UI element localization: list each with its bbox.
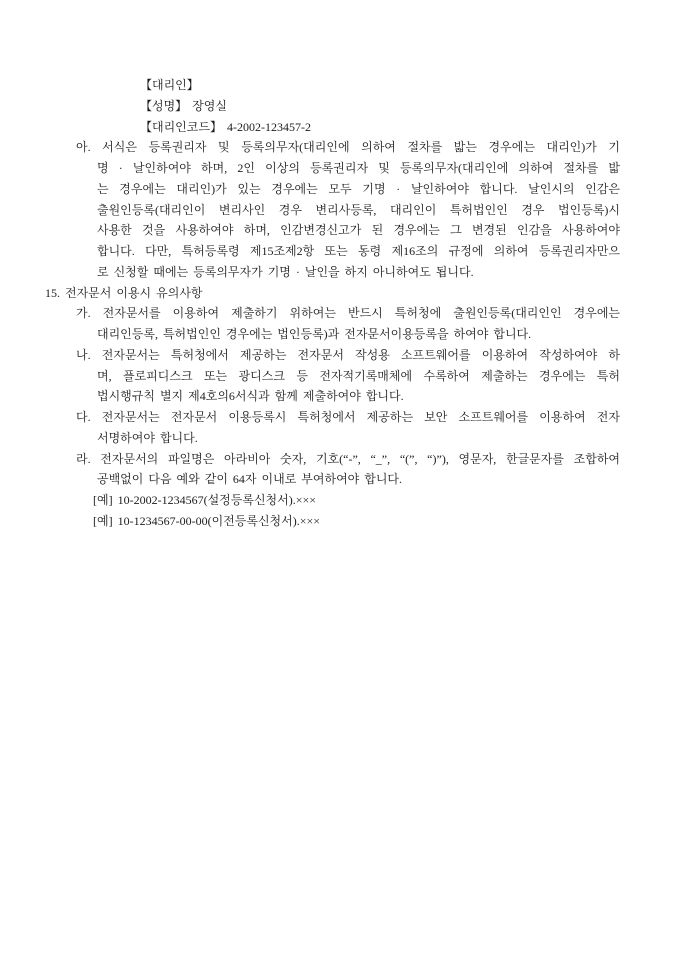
- item-text: 전자문서의 파일명은 아라비아 숫자, 기호(“-”, “_”, “(”, “)”), 영문자, 한글문자를 조합하여: [100, 451, 620, 466]
- field-label: 【성명】: [140, 98, 188, 113]
- item-text: 전자문서는 특허청에서 제공하는 전자문서 작성용 소프트웨어를 이용하여 작성하여야 하: [101, 347, 620, 362]
- agent-info-block: [140, 75, 680, 137]
- item-marker: 가.: [76, 306, 91, 321]
- field-label: 【대리인】: [140, 78, 199, 92]
- field-value: 장영실: [192, 98, 227, 113]
- text-line: 출원인등록(대리인이 변리사인 경우 변리사등록, 대리인이 특허법인인 경우 법인등록)시: [97, 202, 620, 217]
- document-content: [0, 75, 680, 532]
- item-marker: 다.: [76, 410, 91, 424]
- example-value: 10-1234567-00-00(이전등록신청서).×××: [117, 513, 321, 528]
- text-line: [45, 283, 680, 304]
- item-ah: [76, 137, 620, 282]
- item-text: 서식은 등록권리자 및 등록의무자(대리인에 의하여 절차를 밟는 경우에는 대리인)가 기: [102, 140, 620, 155]
- item-marker: 아.: [76, 140, 91, 155]
- text-line: 로 신청할 때에는 등록의무자가 기명 · 날인을 하지 아니하여도 됩니다.: [97, 264, 474, 279]
- field-label: 【대리인코드】: [140, 119, 222, 134]
- item-text: 전자문서는 전자문서 이용등록시 특허청에서 제공하는 보안 소프트웨어를 이용하여 전자: [101, 410, 620, 424]
- example-list: [93, 490, 680, 532]
- section-15-heading: [45, 283, 680, 304]
- agent-field-line: [140, 75, 680, 96]
- item-marker: 나.: [76, 347, 91, 362]
- agent-field-line: [140, 96, 680, 117]
- text-line: 서명하여야 합니다.: [97, 430, 198, 445]
- item-ga: [76, 303, 620, 345]
- text-line: [76, 303, 620, 324]
- example-label: [예]: [93, 513, 113, 528]
- text-line: 는 경우에는 대리인)가 있는 경우에는 모두 기명 · 날인하여야 합니다. 날인시의 인감은: [97, 181, 620, 196]
- section-number: 15.: [45, 285, 60, 300]
- text-line: [76, 345, 620, 366]
- text-line: [76, 449, 620, 470]
- example-line: [93, 511, 680, 532]
- text-line: 며, 플로피디스크 또는 광디스크 등 전자적기록매체에 수록하여 제출하는 경우에는 특허: [97, 368, 620, 383]
- example-value: 10-2002-1234567(설정등록신청서).×××: [117, 493, 317, 507]
- example-line: [93, 490, 680, 511]
- text-line: [76, 407, 620, 428]
- field-value: 4-2002-123457-2: [226, 119, 311, 134]
- item-da: [76, 407, 620, 449]
- agent-field-line: [140, 117, 680, 138]
- text-line: 명 · 날인하여야 하며, 2인 이상의 등록권리자 및 등록의무자(대리인에 의하여 절차를 밟: [97, 161, 620, 175]
- text-line: 사용한 것을 사용하여야 하며, 인감변경신고가 된 경우에는 그 변경된 인감을 사용하여야: [97, 223, 620, 238]
- item-text: 전자문서를 이용하여 제출하기 위하여는 반드시 특허청에 출원인등록(대리인인 경우에는: [102, 306, 620, 321]
- text-line: 대리인등록, 특허법인인 경우에는 법인등록)과 전자문서이용등록을 하여야 합니다.: [97, 327, 532, 341]
- section-title: 전자문서 이용시 유의사항: [65, 285, 203, 300]
- item-na: [76, 345, 620, 407]
- text-line: [76, 137, 620, 158]
- text-line: 법시행규칙 별지 제4호의6서식과 함께 제출하여야 합니다.: [97, 389, 404, 404]
- example-label: [예]: [93, 493, 113, 507]
- item-marker: 라.: [76, 451, 91, 466]
- text-line: 공백없이 다음 예와 같이 64자 이내로 부여하여야 합니다.: [97, 472, 403, 487]
- item-ra: [76, 449, 620, 491]
- text-line: 합니다. 다만, 특허등록령 제15조제2항 또는 동령 제16조의 규정에 의하여 등록권리자만으: [97, 244, 620, 258]
